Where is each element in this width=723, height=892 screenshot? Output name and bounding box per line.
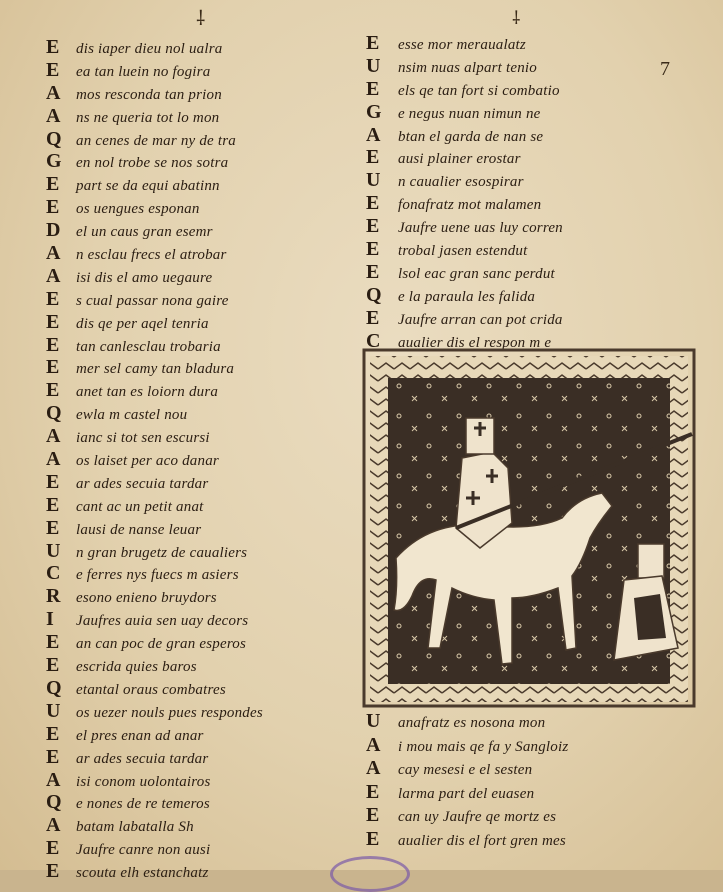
verse-line: [46, 59, 263, 82]
verse-initial: Q: [366, 283, 382, 306]
verse-line: [46, 562, 263, 585]
verse-line: [46, 448, 263, 471]
verse-initial: A: [366, 733, 381, 756]
verse-text: os uengues esponan: [76, 201, 200, 218]
verse-initial: E: [366, 804, 380, 826]
verse-line: [46, 311, 263, 334]
verse-text: ar ades secuia tardar: [76, 750, 209, 767]
verse-initial: G: [46, 150, 62, 173]
verse-initial: E: [366, 780, 380, 803]
verse-initial: C: [46, 562, 61, 585]
verse-line: [366, 734, 568, 758]
verse-text: ewla m castel nou: [76, 407, 188, 424]
verse-line: [46, 700, 263, 723]
verse-line: [46, 82, 263, 105]
verse-text: e ferres nys fuecs m asiers: [76, 567, 239, 584]
verse-text: ausi plainer erostar: [398, 151, 521, 168]
verse-initial: E: [46, 379, 60, 402]
verse-text: Jaufre uene uas luy corren: [398, 220, 563, 237]
verse-text: n caualier esospirar: [398, 174, 524, 191]
verse-line: [366, 804, 568, 828]
verse-line: [366, 101, 563, 124]
right-column-top: [366, 32, 563, 352]
verse-line: [46, 265, 263, 288]
verse-line: [46, 219, 263, 242]
verse-initial: E: [46, 860, 60, 883]
verse-line: [46, 631, 263, 654]
verse-initial: E: [366, 306, 380, 329]
verse-line: [366, 55, 563, 78]
verse-text: part se da equi abatinn: [76, 178, 220, 195]
verse-text: can uy Jaufre qe mortz es: [398, 809, 557, 825]
verse-line: [46, 723, 263, 746]
verse-text: ea tan luein no fogira: [76, 63, 211, 80]
verse-line: [46, 402, 263, 425]
verse-line: [46, 471, 263, 494]
verse-initial: Q: [46, 791, 62, 814]
verse-text: nsim nuas alpart tenio: [398, 59, 537, 76]
verse-line: [46, 379, 263, 402]
verse-line: [366, 710, 568, 734]
verse-text: an can poc de gran esperos: [76, 636, 247, 653]
verse-initial: E: [46, 58, 60, 81]
verse-text: Jaufres auia sen uay decors: [76, 613, 249, 630]
verse-line: [46, 585, 263, 608]
verse-line: [46, 860, 263, 883]
verse-initial: E: [46, 287, 60, 310]
verse-text: larma part del euasen: [398, 785, 535, 802]
verse-initial: A: [366, 757, 381, 779]
verse-line: [46, 654, 263, 677]
verse-initial: E: [46, 493, 60, 516]
verse-text: aualier dis el fort gren mes: [398, 832, 566, 849]
verse-initial: U: [366, 710, 381, 732]
verse-line: [366, 307, 563, 330]
verse-initial: U: [366, 54, 381, 77]
verse-line: [46, 769, 263, 792]
verse-text: el un caus gran esemr: [76, 224, 213, 241]
verse-text: ar ades secuia tardar: [76, 475, 209, 492]
verse-line: [46, 242, 263, 265]
verse-line: [46, 173, 263, 196]
verse-line: [366, 32, 563, 55]
verse-text: n gran brugetz de caualiers: [76, 544, 248, 561]
verse-initial: E: [366, 238, 380, 261]
verse-text: isi conom uolontairos: [76, 773, 211, 790]
verse-initial: E: [46, 631, 60, 654]
verse-initial: A: [46, 768, 61, 791]
verse-line: [366, 192, 563, 215]
verse-text: s cual passar nona gaire: [76, 292, 229, 309]
verse-text: fonafratz mot malamen: [398, 197, 542, 214]
verse-text: e nones de re temeros: [76, 796, 210, 813]
verse-text: esono enieno bruydors: [76, 590, 217, 607]
verse-text: an cenes de mar ny de tra: [76, 132, 236, 149]
verse-line: [46, 150, 263, 173]
verse-text: mos resconda tan prion: [76, 86, 222, 103]
verse-line: [366, 78, 563, 101]
verse-text: cay mesesi e el sesten: [398, 762, 533, 778]
verse-line: [46, 288, 263, 311]
verse-text: cant ac un petit anat: [76, 498, 204, 515]
verse-text: tan canlesclau trobaria: [76, 338, 221, 355]
verse-text: escrida quies baros: [76, 659, 197, 676]
verse-line: [366, 284, 563, 307]
verse-text: etantal oraus combatres: [76, 681, 226, 698]
verse-line: [366, 261, 563, 284]
verse-text: dis qe per aqel tenria: [76, 315, 209, 332]
verse-initial: R: [46, 585, 61, 608]
verse-text: isi dis el amo uegaure: [76, 269, 213, 286]
verse-line: [46, 677, 263, 700]
verse-text: el pres enan ad anar: [76, 727, 204, 744]
verse-initial: E: [46, 36, 60, 58]
verse-line: [46, 540, 263, 563]
verse-initial: D: [46, 219, 61, 242]
verse-text: aualier dis el respon m e: [398, 334, 552, 351]
miniature-illustration: [362, 348, 696, 710]
verse-text: n esclau frecs el atrobar: [76, 247, 227, 264]
verse-initial: E: [366, 827, 380, 850]
verse-initial: Q: [46, 402, 62, 425]
verse-line: [366, 169, 563, 192]
verse-line: [46, 791, 263, 814]
library-stamp: [330, 856, 410, 892]
verse-text: e la paraula les falida: [398, 288, 536, 305]
verse-line: [46, 608, 263, 631]
verse-initial: A: [46, 242, 61, 265]
left-column: [46, 36, 263, 883]
verse-line: [46, 837, 263, 860]
knight-miniature-svg: [362, 348, 696, 710]
verse-line: [366, 757, 568, 781]
verse-text: en nol trobe se nos sotra: [76, 155, 229, 172]
verse-initial: A: [46, 264, 61, 287]
verse-initial: A: [46, 81, 61, 104]
verse-line: [366, 146, 563, 169]
verse-text: Jaufre canre non ausi: [76, 842, 211, 859]
verse-text: ns ne queria tot lo mon: [76, 109, 220, 126]
verse-text: trobal jasen estendut: [398, 243, 528, 260]
verse-initial: A: [46, 104, 61, 127]
verse-initial: C: [366, 329, 381, 352]
verse-initial: E: [46, 722, 60, 745]
verse-initial: E: [366, 146, 380, 169]
catchword-mark: ⸸: [196, 8, 206, 30]
verse-initial: E: [366, 32, 380, 54]
verse-line: [366, 124, 563, 147]
verse-text: batam labatalla Sh: [76, 819, 194, 836]
verse-initial: E: [46, 173, 60, 196]
verse-text: esse mor meraualatz: [398, 37, 526, 53]
verse-initial: E: [46, 356, 60, 379]
verse-initial: E: [366, 260, 380, 283]
verse-initial: E: [46, 310, 60, 333]
folio-number: 7: [660, 58, 670, 80]
verse-text: dis iaper dieu nol ualra: [76, 41, 223, 57]
verse-line: [366, 781, 568, 805]
verse-initial: E: [46, 654, 60, 677]
verse-text: i mou mais qe fa y Sangloiz: [398, 738, 569, 755]
verse-line: [366, 215, 563, 238]
verse-line: [46, 128, 263, 151]
verse-initial: Q: [46, 676, 62, 699]
verse-initial: E: [366, 215, 380, 238]
verse-line: [46, 356, 263, 379]
verse-initial: A: [46, 448, 61, 471]
verse-initial: E: [46, 470, 60, 493]
verse-text: os uezer nouls pues respondes: [76, 704, 263, 721]
verse-initial: E: [46, 516, 60, 539]
verse-initial: E: [46, 196, 60, 219]
verse-initial: E: [366, 192, 380, 215]
verse-text: lausi de nanse leuar: [76, 521, 202, 538]
verse-initial: A: [46, 425, 61, 448]
verse-text: anafratz es nosona mon: [398, 715, 546, 731]
verse-initial: E: [46, 745, 60, 768]
verse-line: [46, 494, 263, 517]
right-column-bottom: [366, 710, 568, 851]
verse-text: els qe tan fort si combatio: [398, 82, 560, 99]
verse-initial: U: [46, 699, 61, 722]
verse-initial: U: [46, 539, 61, 562]
verse-text: ianc si tot sen escursi: [76, 430, 210, 447]
verse-text: scouta elh estanchatz: [76, 865, 209, 882]
verse-line: [46, 196, 263, 219]
verse-line: [366, 828, 568, 852]
verse-text: btan el garda de nan se: [398, 128, 544, 145]
verse-initial: E: [366, 77, 380, 100]
verse-initial: A: [46, 814, 61, 837]
verse-text: mer sel camy tan bladura: [76, 361, 235, 378]
verse-initial: A: [366, 123, 381, 146]
verse-line: [46, 425, 263, 448]
verse-line: [46, 517, 263, 540]
verse-initial: I: [46, 608, 54, 631]
verse-text: lsol eac gran sanc perdut: [398, 265, 555, 282]
verse-line: [46, 36, 263, 59]
verse-initial: U: [366, 169, 381, 192]
verse-initial: Q: [46, 127, 62, 150]
verse-line: [46, 334, 263, 357]
verse-initial: E: [46, 333, 60, 356]
verse-initial: G: [366, 100, 382, 123]
verse-line: [46, 746, 263, 769]
verse-line: [46, 814, 263, 837]
verse-text: os laiset per aco danar: [76, 453, 219, 470]
catchword-mark: ⸸: [512, 8, 521, 28]
verse-initial: E: [46, 837, 60, 860]
verse-line: [46, 105, 263, 128]
verse-text: e negus nuan nimun ne: [398, 105, 541, 122]
verse-text: Jaufre arran can pot crida: [398, 311, 563, 328]
verse-line: [366, 238, 563, 261]
verse-text: anet tan es loiorn dura: [76, 384, 219, 401]
